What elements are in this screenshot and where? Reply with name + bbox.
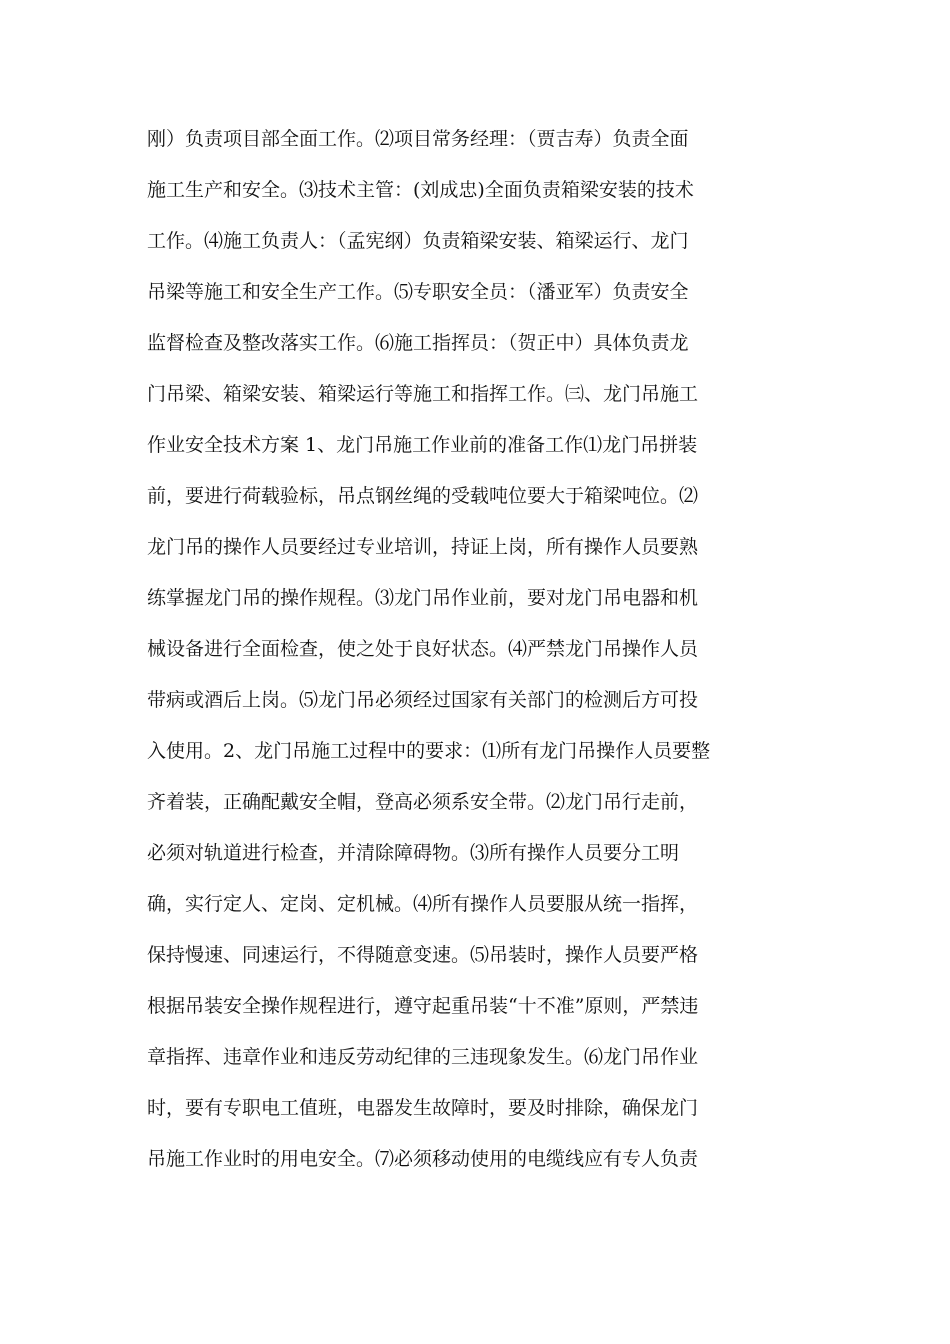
text-line: 前，要进行荷载验标，吊点钢丝绳的受载吨位要大于箱梁吨位。⑵ <box>147 485 699 507</box>
text-line: 监督检查及整改落实工作。⑹施工指挥员：（贺正中）具体负责龙 <box>147 332 689 354</box>
text-line: 练掌握龙门吊的操作规程。⑶龙门吊作业前，要对龙门吊电器和机 <box>147 587 699 609</box>
text-line: 吊梁等施工和安全生产工作。⑸专职安全员：（潘亚军）负责安全 <box>147 281 689 303</box>
text-line: 门吊梁、箱梁安装、箱梁运行等施工和指挥工作。㈢、龙门吊施工 <box>147 383 699 405</box>
text-line: 工作。⑷施工负责人：（孟宪纲）负责箱梁安装、箱梁运行、龙门 <box>147 230 689 252</box>
text-line: 施工生产和安全。⑶技术主管：(刘成忠)全面负责箱梁安装的技术 <box>147 179 694 201</box>
text-line: 齐着装，正确配戴安全帽，登高必须系安全带。⑵龙门吊行走前， <box>147 791 699 813</box>
text-line: 刚）负责项目部全面工作。⑵项目常务经理：（贾吉寿）负责全面 <box>147 128 689 150</box>
text-line: 入使用。2、龙门吊施工过程中的要求：⑴所有龙门吊操作人员要整 <box>147 740 711 762</box>
body-text <box>147 114 827 1185</box>
text-line: 章指挥、违章作业和违反劳动纪律的三违现象发生。⑹龙门吊作业 <box>147 1046 699 1068</box>
text-line: 吊施工作业时的用电安全。⑺必须移动使用的电缆线应有专人负责 <box>147 1148 699 1170</box>
text-line: 龙门吊的操作人员要经过专业培训，持证上岗，所有操作人员要熟 <box>147 536 699 558</box>
text-line: 确，实行定人、定岗、定机械。⑷所有操作人员要服从统一指挥， <box>147 893 699 915</box>
text-line: 时，要有专职电工值班，电器发生故障时，要及时排除，确保龙门 <box>147 1097 699 1119</box>
text-line: 作业安全技术方案 1、龙门吊施工作业前的准备工作⑴龙门吊拼装 <box>147 434 698 456</box>
text-line: 带病或酒后上岗。⑸龙门吊必须经过国家有关部门的检测后方可投 <box>147 689 699 711</box>
text-line: 必须对轨道进行检查，并清除障碍物。⑶所有操作人员要分工明 <box>147 842 680 864</box>
text-line: 保持慢速、同速运行，不得随意变速。⑸吊装时，操作人员要严格 <box>147 944 699 966</box>
text-line: 械设备进行全面检查，使之处于良好状态。⑷严禁龙门吊操作人员 <box>147 638 699 660</box>
text-line: 根据吊装安全操作规程进行，遵守起重吊装“十不准”原则，严禁违 <box>147 995 699 1017</box>
